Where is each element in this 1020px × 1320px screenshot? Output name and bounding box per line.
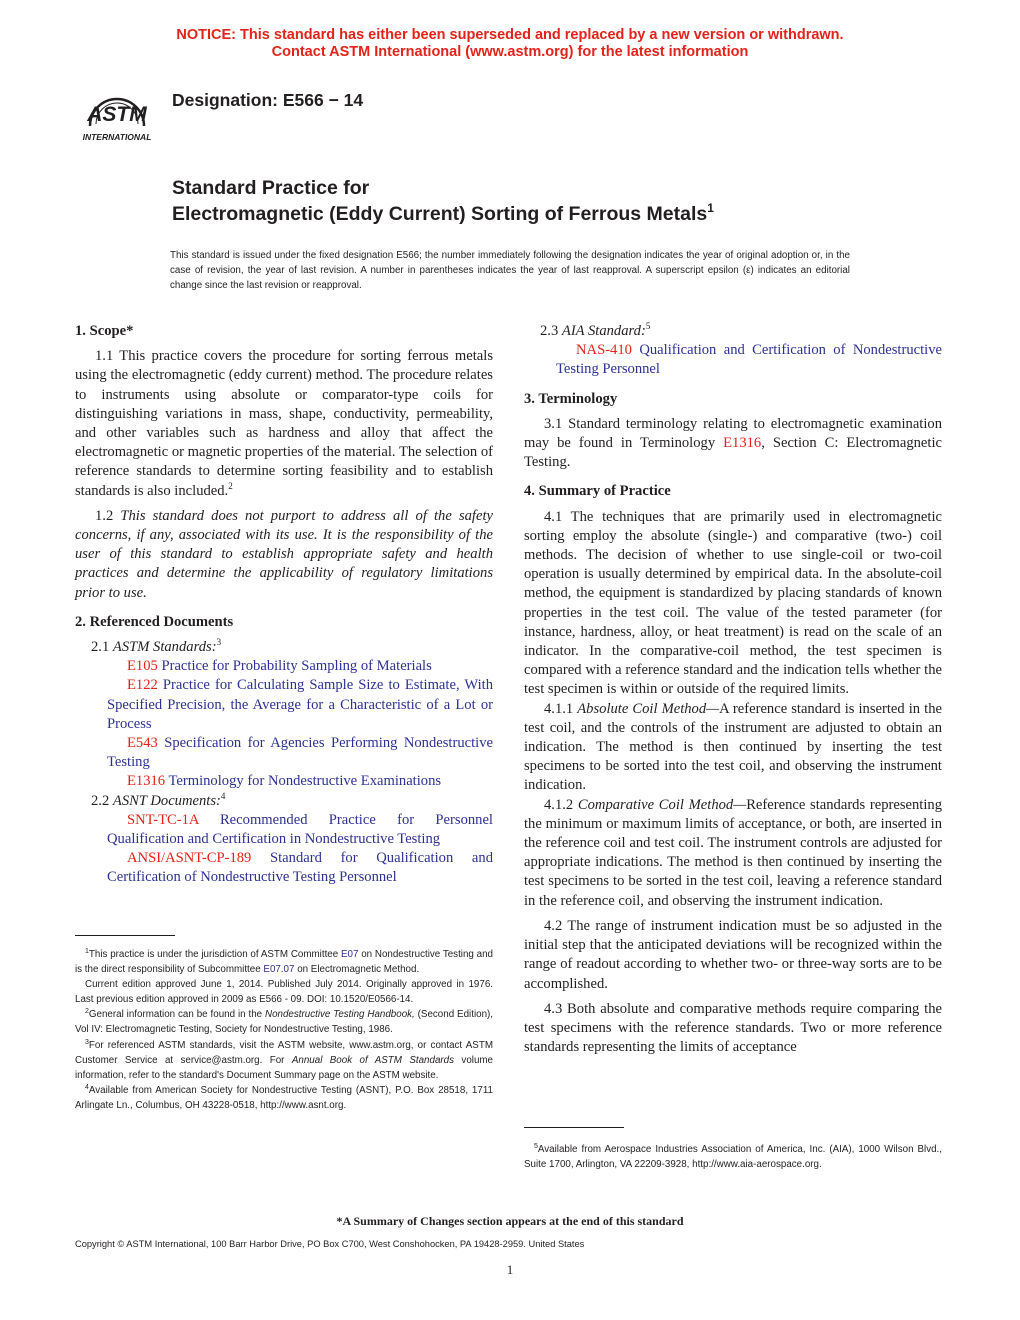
reference-e122[interactable]: E122 Practice for Calculating Sample Size to Estimate, With Specified Precision, the Average for a Characteristic of a Lot or Process [107, 677, 493, 732]
committee-link[interactable]: E07 [340, 949, 359, 960]
summary-of-changes-note: *A Summary of Changes section appears at the end of this standard [336, 1214, 684, 1228]
footnote-1-edition: Current edition approved June 1, 2014. Published July 2014. Originally approved in 1976. Last previous edition approved in 2009 as E566 - 09. DOI: 10.1520/E0566-14. [75, 979, 493, 1006]
footnote-ref[interactable]: 5 [645, 321, 651, 331]
reference-ansi-asnt-cp-189[interactable]: ANSI/ASNT-CP-189 Standard for Qualification and Certification of Nondestructive Testing Personnel [107, 850, 493, 886]
reference-e543[interactable]: E543 Specification for Agencies Performing Nondestructive Testing [107, 735, 493, 771]
left-column [75, 322, 493, 888]
footnote-5: $^5$Available from Aerospace Industries Association of America, Inc. (AIA), 1000 Wilson Blvd., Suite 1700, Arlington, VA 22209-3928, http://www.aia-aerospace.org. [524, 1143, 942, 1171]
paragraph-3-1: 3.1 Standard terminology relating to electromagnetic examination may be found in Terminology E1316, Section C: Electromagnetic Testing. [524, 415, 942, 471]
section-1-heading: 1. Scope* [75, 323, 134, 339]
subcommittee-link[interactable]: E07.07 [263, 964, 295, 976]
paragraph-1-2: 1.2 This standard does not purport to address all of the safety concerns, if any, associated with its use. It is the responsibility of the user of this standard to establish appropriate safety and health practices and determine the applicability of regulatory limitations prior to use. [75, 507, 493, 601]
paragraph-4-1-1: 4.1.1 Absolute Coil Method—A reference standard is inserted in the test coil, and the controls of the instrument are adjusted to obtain an indication. The method is then continued by inserting the test specimens to be sorted into the test coil, and observing the instrument indication. [524, 700, 942, 794]
footnote-4: $^4$Available from American Society for Nondestructive Testing (ASNT), P.O. Box 28518, 1711 Arlingate Ln., Columbus, OH 43228-0518, http://www.asnt.org. [75, 1083, 493, 1111]
paragraph-1-1: 1.1 This practice covers the procedure for sorting ferrous metals using the electromagnetic (eddy current) method. The procedure relates to instruments using absolute or comparator-type coils for distinguishing variations in mass, shape, conductivity, permeability, and other variables such as hardness and alloy that affect the electromagnetic or magnetic properties of the material. The selection of reference standards to determine sorting feasibility and to establish standards is also included.$^2$ [75, 348, 493, 499]
logo-text: ASTM [87, 103, 147, 126]
terminology-link[interactable]: E1316 [723, 435, 762, 452]
logo-subtext: INTERNATIONAL [82, 132, 152, 142]
reference-snt-tc-1a[interactable]: SNT-TC-1A Recommended Practice for Personnel Qualification and Certification in Nondestructive Testing [107, 811, 493, 848]
footnote-divider [524, 1127, 624, 1128]
astm-standards-label: 2.1 ASTM Standards:$^3$ [91, 637, 222, 656]
footnote-1: $^1$This practice is under the jurisdiction of ASTM Committee E07 on Nondestructive Testing and is the direct responsibility of Subcommittee E07.07 on Electromagnetic Method. [75, 948, 493, 976]
reference-e1316[interactable]: E1316 Terminology for Nondestructive Examinations [127, 773, 442, 790]
paragraph-4-3: 4.3 Both absolute and comparative methods require comparing the test specimens with the reference standards. Two or more reference standards representing the limits of acceptance [524, 1000, 942, 1056]
title-line-1: Standard Practice for [172, 177, 370, 199]
astm-logo-icon [72, 74, 162, 144]
paragraph-4-1-2: 4.1.2 Comparative Coil Method—Reference standards representing the minimum or maximum limits of acceptance, or both, are inserted in the reference coil and test coil. The instrument controls are adjusted for appropriate indications. The method is then continued by inserting the test specimens to be sorted in the test coil, leaving a reference standard in the reference coil, and observing the instrument indication. [524, 796, 942, 909]
footnote-3: $^3$For referenced ASTM standards, visit the ASTM website, www.astm.org, or contact ASTM Customer Service at service@astm.org. For Annual Book of ASTM Standards volume information, refer to the standard's Document Summary page on the ASTM website. [75, 1038, 494, 1081]
footnotes-right [524, 1142, 942, 1172]
notice-line-2: Contact ASTM International (www.astm.org) for the latest information [271, 44, 749, 60]
section-2-heading: 2. Referenced Documents [75, 613, 234, 630]
footnote-2: $^2$General information can be found in the Nondestructive Testing Handbook, (Second Edition), Vol IV: Electromagnetic Testing, Society for Nondestructive Testing, 1986. [75, 1008, 493, 1036]
right-column [524, 322, 942, 1057]
withdrawn-notice [0, 27, 1020, 61]
title-footnote-mark: 1 [707, 201, 714, 215]
reference-e105[interactable]: E105 Practice for Probability Sampling of Materials [127, 658, 432, 675]
footnote-ref[interactable]: 4 [220, 790, 226, 801]
title-line-2: Electromagnetic (Eddy Current) Sorting of Ferrous Metals$^1$ [172, 201, 714, 225]
paragraph-4-2: 4.2 The range of instrument indication must be so adjusted in the initial step that the anticipated deviations will be recognized within the range of readout according to whether two- or three-way sorts are to be accomplished. [524, 917, 942, 992]
footnote-divider [75, 935, 175, 936]
footnotes-left [75, 947, 493, 1113]
aia-standard-label: 2.3 AIA Standard:$^5$ [540, 321, 651, 339]
paragraph-4-1: 4.1 The techniques that are primarily used in electromagnetic sorting employ the absolute (single-) and comparative (two-) coil methods. The decision of whether to use single-coil or two-coil operation is usually determined by empirical data. In the absolute-coil method, the equipment is standardized by placing standards of known properties in the test coil. The value of the tested parameter (for instance, hardness, alloy, or heat treatment) is read on the scale of an indicator. In the comparative-coil method, the test specimen is compared with a reference standard and the indication tells whether the test specimen is within or outside of the required limits. [524, 508, 942, 698]
footnote-ref[interactable]: 3 [216, 637, 222, 648]
reference-nas-410[interactable]: NAS-410 Qualification and Certification of Nondestructive Testing Personnel [556, 342, 942, 378]
issued-note: This standard is issued under the fixed designation E566; the number immediately following the designation indicates the year of original adoption or, in the case of revision, the year of last revision. A number in parentheses indicates the year of last reapproval. A superscript epsilon (ε) indicates an editorial change since the last revision or reapproval. [170, 250, 850, 291]
page-number: 1 [506, 1262, 514, 1277]
document-title [172, 175, 714, 227]
designation: Designation: E566 − 14 [172, 90, 364, 110]
notice-line-1: NOTICE: This standard has either been superseded and replaced by a new version or withdrawn. [176, 27, 844, 43]
section-4-heading: 4. Summary of Practice [524, 483, 671, 500]
footnote-ref[interactable]: 2 [228, 480, 233, 491]
asnt-documents-label: 2.2 ASNT Documents:$^4$ [91, 790, 226, 809]
section-3-heading: 3. Terminology [524, 390, 618, 407]
copyright: Copyright © ASTM International, 100 Barr Harbor Drive, PO Box C700, West Conshohocken, PA 19428-2959. United States [75, 1239, 585, 1249]
